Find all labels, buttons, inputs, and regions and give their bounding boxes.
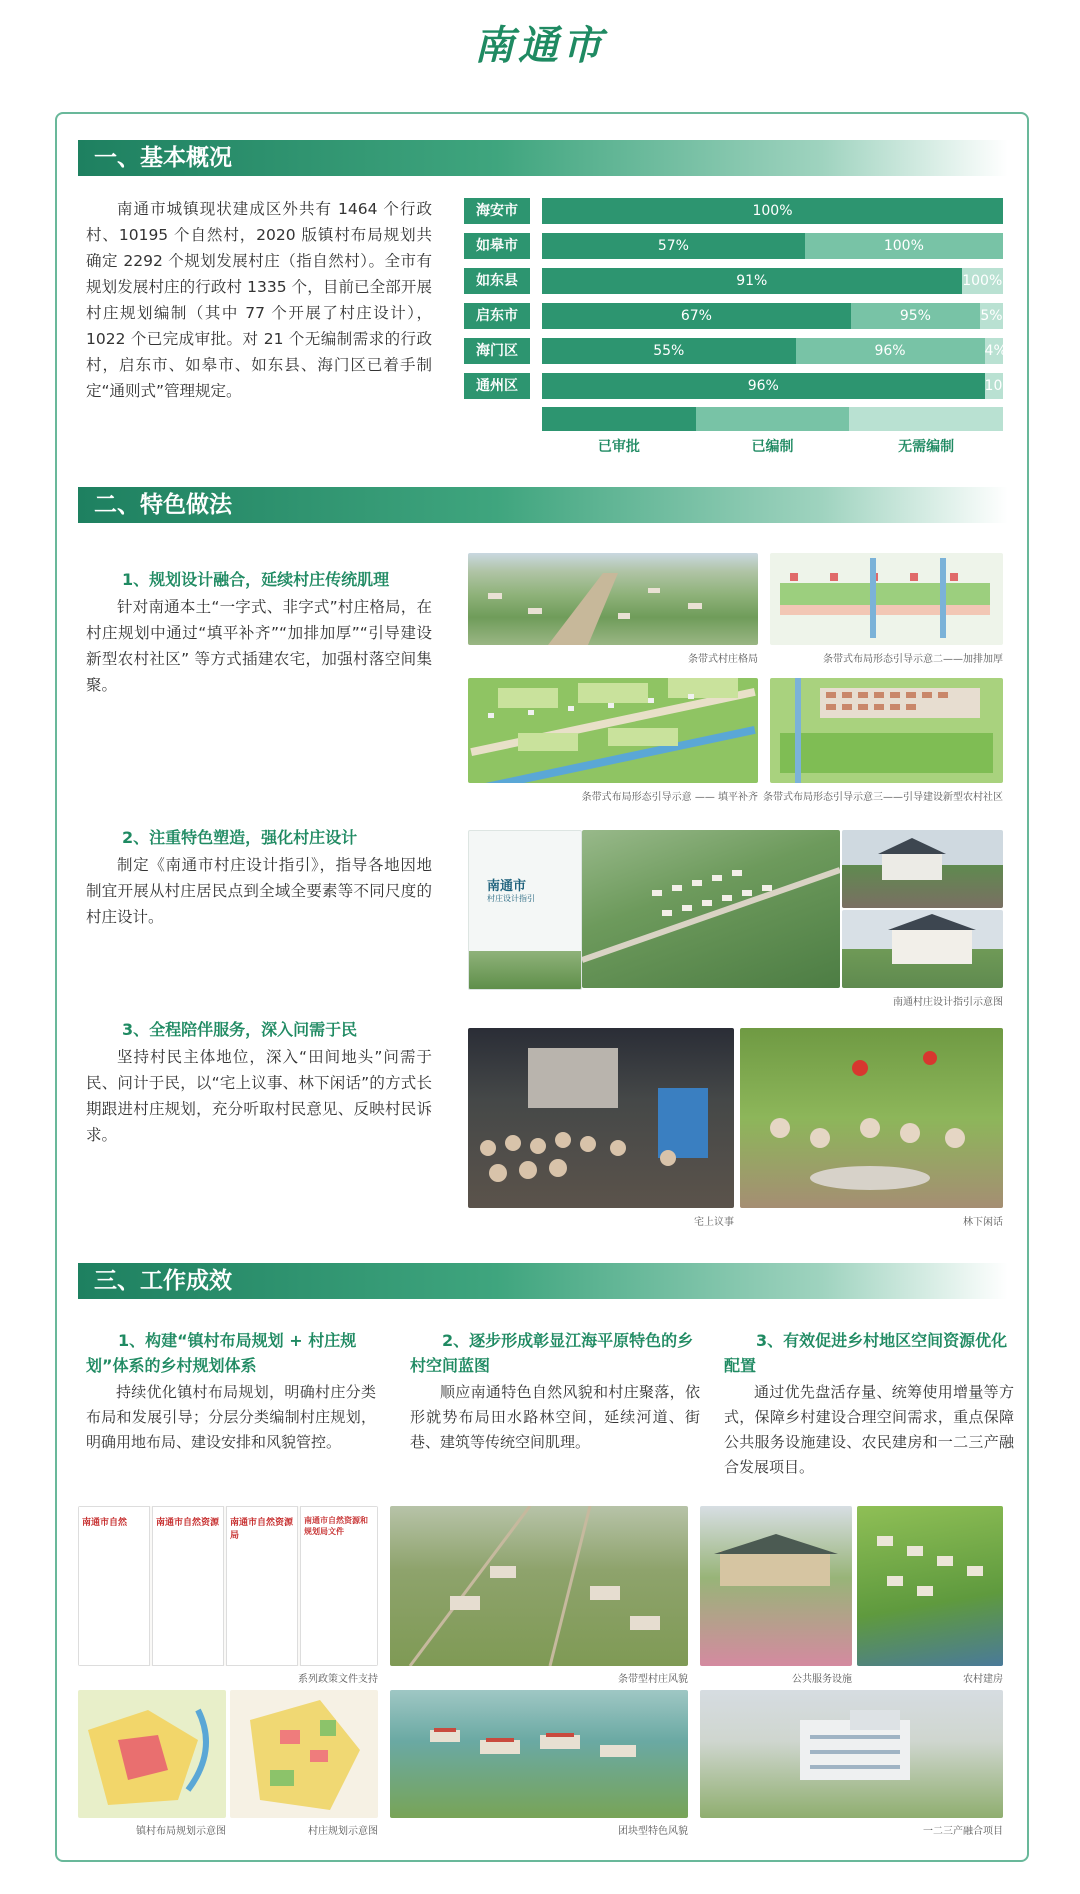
policy-documents-image bbox=[78, 1506, 378, 1666]
village-house-render-1 bbox=[842, 830, 1003, 908]
bar-category-label: 通州区 bbox=[464, 373, 530, 399]
strip-village-landscape bbox=[390, 1506, 688, 1666]
industry-integration-render bbox=[700, 1690, 1003, 1818]
strip-village-aerial-photo bbox=[468, 553, 758, 645]
result-1-text: 持续优化镇村布局规划，明确村庄分类布局和发展引导；分层分类编制村庄规划，明确用地布局、建设安排和风貌管控。 bbox=[86, 1383, 376, 1451]
legend-swatch bbox=[849, 407, 1003, 431]
bar-segment-approved: 96% bbox=[542, 373, 985, 399]
caption-fill-gaps: 条带式布局形态引导示意 —— 填平补齐 bbox=[581, 792, 758, 803]
town-village-layout-map bbox=[78, 1690, 226, 1818]
village-house-render-2 bbox=[842, 910, 1003, 988]
caption-strip-village: 条带式村庄格局 bbox=[688, 654, 758, 665]
plan-diagram-new-community bbox=[770, 678, 1003, 783]
caption-public-service: 公共服务设施 bbox=[792, 1674, 852, 1685]
bar-segment-approved: 100% bbox=[542, 198, 1003, 224]
bar-track bbox=[542, 198, 1003, 224]
forest-chat-photo bbox=[740, 1028, 1003, 1208]
practice-3-text: 坚持村民主体地位，深入“田间地头”问需于民、问计于民，以“宅上议事、林下闲话”的方式长期跟进村庄规划，充分听取村民意见、反映村民诉求。 bbox=[86, 1048, 432, 1144]
caption-design-guide: 南通村庄设计指引示意图 bbox=[893, 997, 1003, 1008]
legend-label: 已编制 bbox=[751, 439, 794, 455]
section-header-overview: 一、基本概况 bbox=[78, 140, 1008, 176]
bar-track bbox=[542, 268, 1003, 294]
doc-1-header: 南通市自然 bbox=[82, 1518, 128, 1528]
village-design-render bbox=[582, 830, 840, 988]
legend-label: 已审批 bbox=[597, 439, 640, 455]
caption-new-community: 条带式布局形态引导示意三——引导建设新型农村社区 bbox=[763, 792, 1003, 803]
overview-paragraph: 南通市城镇现状建成区外共有 1464 个行政村、10195 个自然村，2020 版镇村布局规划共确定 2292 个规划发展村庄（指自然村）。全市有规划发展村庄的行政村 1335 个，目前已全部开展村庄规划编制（其中 77 个开展了村庄设计），1022 个已完成审批。对 21 个无编制需求的行政村，启东市、如皋市、如东县、海门区已着手制定“通则式”管理规定。 bbox=[86, 200, 432, 400]
bar-category-label: 启东市 bbox=[464, 303, 530, 329]
section-header-practices: 二、特色做法 bbox=[78, 487, 1008, 523]
bar-segment-compiled: 100% bbox=[805, 233, 1003, 259]
result-1-title: 1、构建“镇村布局规划 + 村庄规划”体系的乡村规划体系 bbox=[86, 1331, 357, 1375]
bar-category-label: 海门区 bbox=[464, 338, 530, 364]
bar-segment-approved: 67% bbox=[542, 303, 851, 329]
caption-rural-housing: 农村建房 bbox=[963, 1674, 1003, 1685]
caption-forest-chat: 林下闲话 bbox=[963, 1217, 1003, 1228]
bar-segment-approved: 55% bbox=[542, 338, 796, 364]
caption-strip-landscape: 条带型村庄风貌 bbox=[618, 1674, 688, 1685]
bar-segment-not-needed: 4% bbox=[985, 338, 1003, 364]
bar-segment-not-needed: 100% bbox=[962, 268, 1003, 294]
bar-track bbox=[542, 338, 1007, 364]
legend-label: 无需编制 bbox=[898, 439, 955, 455]
caption-layout-map: 镇村布局规划示意图 bbox=[136, 1826, 226, 1837]
public-service-render bbox=[700, 1506, 852, 1666]
practice-1-title: 1、规划设计融合，延续村庄传统肌理 bbox=[122, 570, 390, 589]
village-design-guide-cover bbox=[468, 830, 582, 990]
bar-track bbox=[542, 233, 1003, 259]
practice-1-text: 针对南通本土“一字式、非字式”村庄格局，在村庄规划中通过“填平补齐”“加排加厚”“引导建设新型农村社区” 等方式插建农宅，加强村落空间集聚。 bbox=[86, 598, 432, 694]
doc-4-header: 南通市自然资源和规划局文件 bbox=[304, 1516, 368, 1536]
caption-cluster-landscape: 团块型特色风貌 bbox=[618, 1826, 688, 1837]
caption-village-plan-map: 村庄规划示意图 bbox=[308, 1826, 378, 1837]
rural-housing-render bbox=[857, 1506, 1003, 1666]
caption-industry-integration: 一二三产融合项目 bbox=[923, 1826, 1003, 1837]
legend-swatch bbox=[696, 407, 850, 431]
cluster-village-landscape bbox=[390, 1690, 688, 1818]
bar-segment-compiled: 95% bbox=[851, 303, 980, 329]
bar-segment-not-needed: 100% bbox=[985, 373, 1003, 399]
bar-category-label: 海安市 bbox=[464, 198, 530, 224]
practice-2-text: 制定《南通市村庄设计指引》，指导各地因地制宜开展从村庄居民点到全域全要素等不同尺度的村庄设计。 bbox=[86, 856, 432, 926]
doc-3-header: 南通市自然资源局 bbox=[230, 1518, 294, 1541]
caption-home-discussion: 宅上议事 bbox=[694, 1217, 734, 1228]
result-2-text: 顺应南通特色自然风貌和村庄聚落，依形就势布局田水路林空间，延续河道、街巷、建筑等传统空间肌理。 bbox=[410, 1383, 700, 1451]
home-discussion-photo bbox=[468, 1028, 734, 1208]
bar-segment-not-needed: 5% bbox=[980, 303, 1003, 329]
bar-category-label: 如皋市 bbox=[464, 233, 530, 259]
legend-swatch bbox=[542, 407, 696, 431]
bar-track bbox=[542, 373, 1025, 399]
bar-category-label: 如东县 bbox=[464, 268, 530, 294]
village-plan-map bbox=[230, 1690, 378, 1818]
result-3-title: 3、有效促进乡村地区空间资源优化配置 bbox=[724, 1331, 1008, 1375]
plan-diagram-fill-gaps bbox=[468, 678, 758, 783]
practice-3-title: 3、全程陪伴服务，深入问需于民 bbox=[122, 1020, 358, 1039]
bar-track bbox=[542, 303, 1003, 329]
caption-add-rows: 条带式布局形态引导示意二——加排加厚 bbox=[823, 654, 1003, 665]
result-3-text: 通过优先盘活存量、统筹使用增量等方式，保障乡村建设合理空间需求，重点保障公共服务设施建设、农民建房和一二三产融合发展项目。 bbox=[724, 1383, 1014, 1476]
caption-policy-docs: 系列政策文件支持 bbox=[298, 1674, 378, 1685]
result-2-title: 2、逐步形成彰显江海平原特色的乡村空间蓝图 bbox=[410, 1331, 694, 1375]
guide-cover-title: 南通市 bbox=[487, 879, 527, 894]
section-header-results: 三、工作成效 bbox=[78, 1263, 1008, 1299]
practice-2-title: 2、注重特色塑造，强化村庄设计 bbox=[122, 828, 358, 847]
plan-diagram-add-rows bbox=[770, 553, 1003, 645]
guide-cover-subtitle: 村庄设计指引 bbox=[487, 894, 535, 903]
doc-2-header: 南通市自然资源 bbox=[156, 1518, 220, 1528]
bar-segment-approved: 57% bbox=[542, 233, 805, 259]
bar-segment-compiled: 96% bbox=[796, 338, 985, 364]
bar-segment-approved: 91% bbox=[542, 268, 962, 294]
page-title: 南通市 bbox=[474, 23, 606, 69]
